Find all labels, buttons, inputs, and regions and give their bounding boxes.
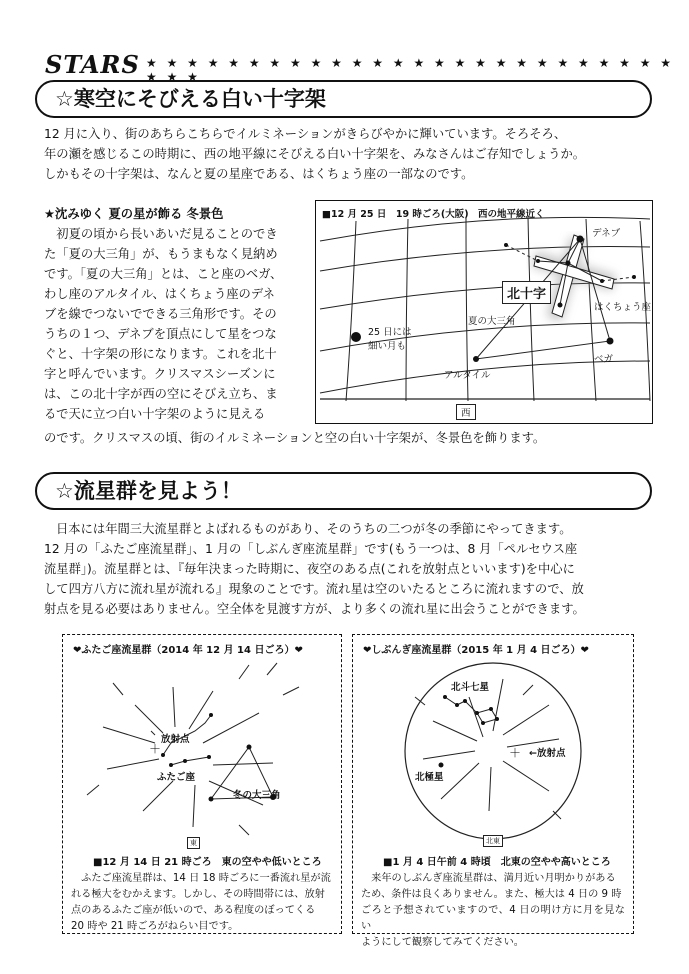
note-line: 来年のしぶんぎ座流星群は、満月近い月明かりがある (361, 873, 616, 884)
quadrantids-diagram (353, 635, 633, 845)
label-gem-radiant: 放射点 (161, 734, 190, 745)
section1-subhead: ★沈みゆく 夏の星が飾る 冬景色 (44, 207, 224, 221)
intro-line: 12 月に入り、街のあちらこちらでイルミネーションがきらびやかに輝いています。そろそろ、 (44, 127, 567, 141)
section2-banner (35, 472, 652, 510)
note-line: ごろと予想されていますので、4 日の明け方に月を見ない (361, 905, 625, 932)
body-line: わし座のアルタイル、はくちょう座のデネ (44, 287, 275, 301)
label-east: 東 (187, 837, 200, 849)
label-deneb: デネブ (592, 228, 621, 239)
svg-text:＋: ＋ (509, 746, 522, 760)
body-line: です。「夏の大三角」とは、こと座のベガ、 (44, 267, 283, 281)
body-line: ぐと、十字架の形になります。これを北十 (44, 347, 277, 361)
section1-body (44, 224, 309, 424)
map-caption: ■12 月 25 日 19 時ごろ(大阪) 西の地平線近く (322, 209, 545, 220)
note-line: ようにして観察してみてください。 (361, 937, 524, 948)
geminids-title: ❤ふたご座流星群（2014 年 12 月 14 日ごろ）❤ (73, 645, 303, 656)
note-line: 点のあるふたご座が低いので、ある程度のぼってくる (71, 905, 316, 916)
body-line: た「夏の大三角」が、もうまもなく見納め (44, 247, 278, 261)
geminids-note (71, 871, 333, 935)
geminids-diagram (63, 635, 341, 845)
intro-line: しかもその十字架は、なんと夏の星座である、はくちょう座の一部なのです。 (44, 167, 474, 181)
body-line: うちの１つ、デネブを頂点にして星をつな (44, 327, 277, 341)
star-divider: ★ ★ ★ ★ ★ ★ ★ ★ ★ ★ ★ ★ ★ ★ ★ ★ ★ ★ ★ ★ ★ ★ ★ ★ ★ ★ ★ ★ ★ (146, 56, 675, 84)
quadrantids-note (361, 871, 625, 951)
body-line: 流星群」)。流星群とは、『毎年決まった時期に、夜空のある点(これを放射点といいます)を中心に (44, 562, 575, 576)
body-line: 初夏の頃から長いあいだ見ることのでき (44, 227, 278, 241)
section1-body-last: のです。クリスマスの頃、街のイルミネーションと空の白い十字架が、冬景色を飾ります。 (44, 431, 546, 445)
label-polaris: 北極星 (415, 772, 444, 783)
label-moon-2: 細い月も (368, 341, 407, 352)
body-line: 字と呼んでいます。クリスマスシーズンに (44, 367, 276, 381)
section2-body (44, 519, 650, 619)
quadrantids-caption: ■1 月 4 日午前 4 時頃 北東の空やや高いところ (383, 857, 611, 868)
stars-logo: STARS (45, 50, 140, 79)
body-line: るで天に立つ白い十字架のように見える (44, 407, 266, 421)
note-line: れる極大をむかえます。しかし、その時間帯には、放射 (71, 889, 325, 900)
label-big-dipper: 北斗七星 (451, 682, 490, 693)
section1-banner (35, 80, 652, 118)
section1-title: ☆寒空にそびえる白い十字架 (55, 87, 326, 111)
label-west: 西 (456, 404, 476, 420)
intro-line: 年の瀬を感じるこの時期に、西の地平線にそびえる白い十字架を、みなさんはご存知でしょうか。 (44, 147, 586, 161)
label-vega: ベガ (594, 354, 614, 365)
label-winter-triangle: 冬の大三角 (233, 790, 281, 801)
label-moon-1: 25 日には (368, 327, 412, 338)
label-cygnus: はくちょう座 (594, 302, 652, 313)
body-line: して四方八方に流れ星が流れる』現象のことです。流れ星は空のいたるところに流れますので、放 (44, 582, 584, 596)
note-line: ふたご座流星群は、14 日 18 時ごろに一番流れ星が流 (71, 873, 331, 884)
quadrantids-title: ❤しぶんぎ座流星群（2015 年 1 月 4 日ごろ）❤ (363, 645, 589, 656)
body-line: ブを線でつないでできる三角形です。その (44, 307, 277, 321)
quadrantids-panel (352, 634, 634, 948)
label-kitajuji: 北十字 (502, 281, 551, 304)
svg-text:＋: ＋ (149, 742, 162, 756)
body-line: 日本には年間三大流星群とよばれるものがあり、そのうちの二つが冬の季節にやってきます。 (56, 522, 572, 536)
label-altair: アルタイル (444, 370, 491, 381)
label-qua-radiant: ←放射点 (529, 748, 566, 759)
label-northeast: 北東 (483, 835, 503, 847)
note-line: ため、条件は良くありません。また、極大は 4 日の 9 時 (361, 889, 622, 900)
label-gemini: ふたご座 (157, 772, 196, 783)
section2-title: ☆流星群を見よう！ (55, 479, 242, 503)
body-line: 12 月の「ふたご座流星群」、1 月の「しぶんぎ座流星群」です(もう一つは、8 月「ペルセウス座 (44, 542, 578, 556)
west-sky-map (315, 200, 653, 424)
geminids-caption: ■12 月 14 日 21 時ごろ 東の空やや低いところ (93, 857, 322, 868)
label-summer-triangle: 夏の大三角 (468, 316, 516, 327)
body-line: は、この北十字が西の空にそびえ立ち、ま (44, 387, 278, 401)
geminids-panel (62, 634, 342, 934)
body-line: 射点を見る必要はありません。空全体を見渡す方が、より多くの流れ星に出会うことができます。 (44, 602, 585, 616)
note-line: 20 時や 21 時ごろがねらい目です。 (71, 921, 239, 932)
section1-intro (44, 124, 650, 184)
